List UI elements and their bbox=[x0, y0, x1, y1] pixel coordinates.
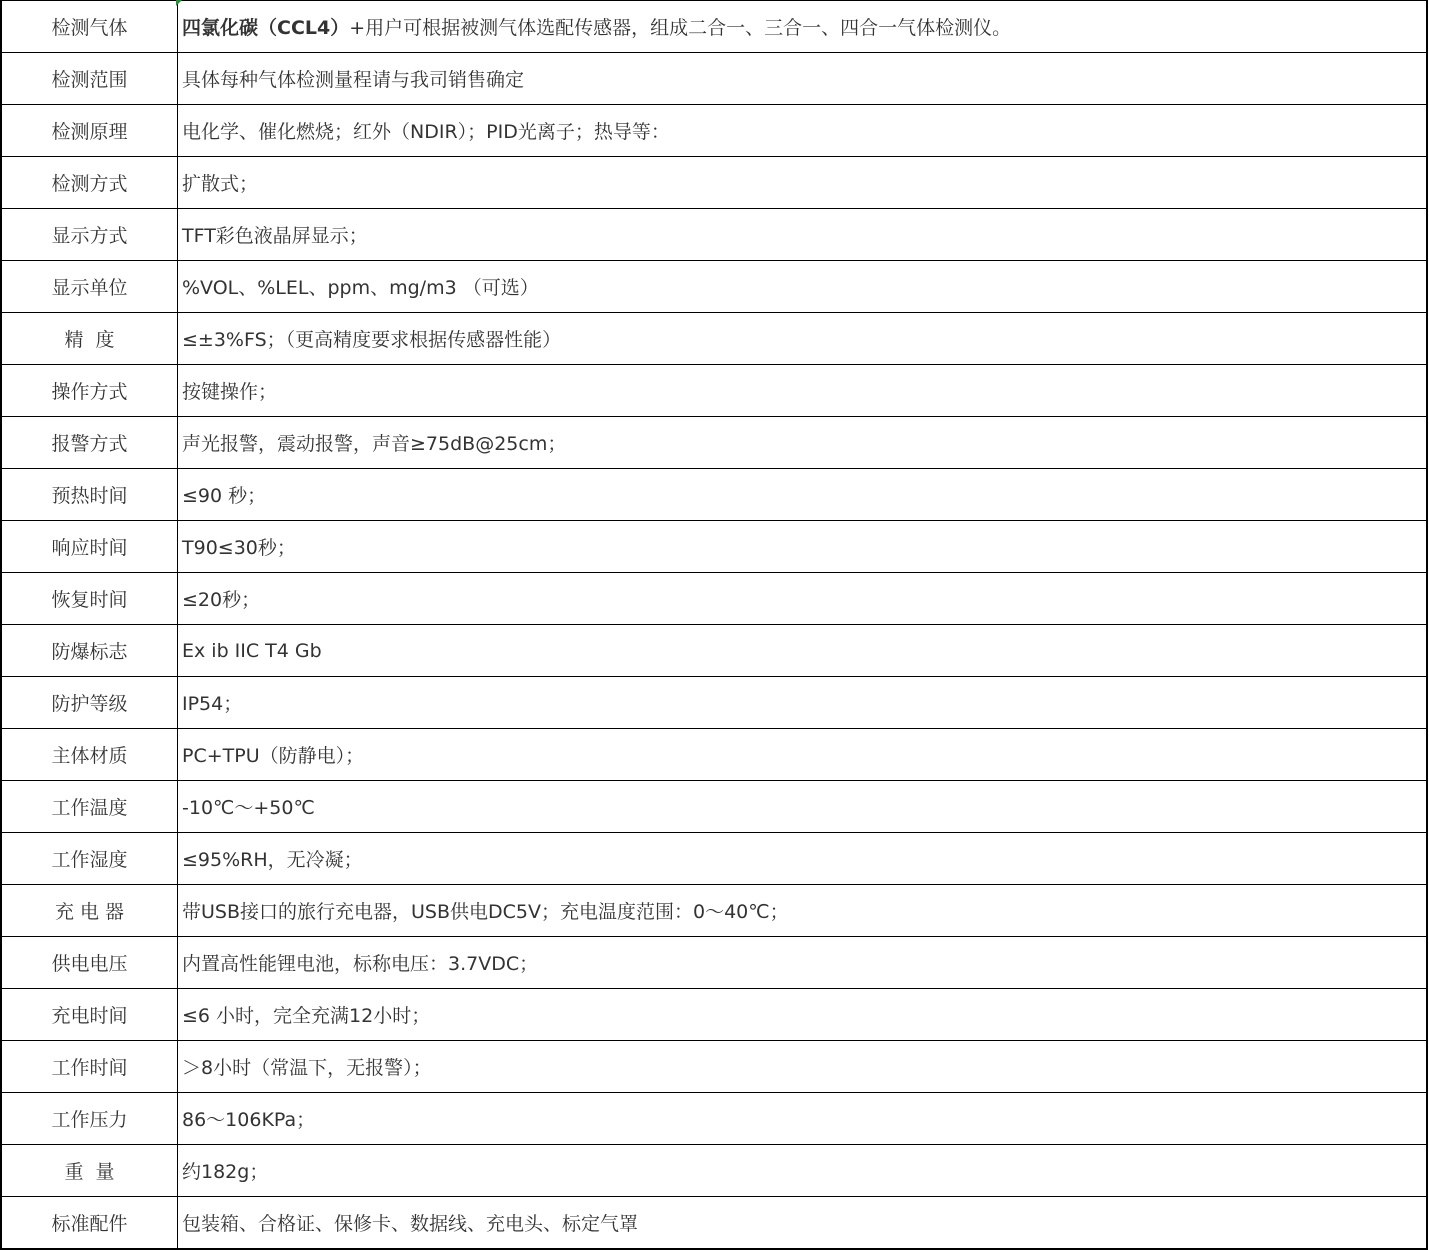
table-row bbox=[1, 1197, 1427, 1250]
gas-name: 四氯化碳（CCL4） bbox=[182, 17, 350, 39]
row-value: ≤95%RH，无冷凝； bbox=[178, 833, 1428, 885]
row-value: ≤90 秒； bbox=[178, 469, 1428, 521]
row-label: 工作温度 bbox=[1, 781, 178, 833]
row-value: 约182g； bbox=[178, 1145, 1428, 1197]
table-row bbox=[1, 157, 1427, 209]
row-value: 声光报警，震动报警，声音≥75dB@25cm； bbox=[178, 417, 1428, 469]
table-row bbox=[1, 105, 1427, 157]
table-row bbox=[1, 989, 1427, 1041]
table-row bbox=[1, 1093, 1427, 1145]
row-label: 检测方式 bbox=[1, 157, 178, 209]
row-label: 精 度 bbox=[1, 313, 178, 365]
row-value: TFT彩色液晶屏显示； bbox=[178, 209, 1428, 261]
row-value: 带USB接口的旅行充电器，USB供电DC5V；充电温度范围：0～40℃； bbox=[178, 885, 1428, 937]
row-value: ≤±3%FS；（更高精度要求根据传感器性能） bbox=[178, 313, 1428, 365]
cell-comment-marker bbox=[176, 0, 182, 6]
row-label: 响应时间 bbox=[1, 521, 178, 573]
row-value: -10℃～+50℃ bbox=[178, 781, 1428, 833]
row-label: 供电电压 bbox=[1, 937, 178, 989]
row-label: 充电时间 bbox=[1, 989, 178, 1041]
row-label: 显示方式 bbox=[1, 209, 178, 261]
table-row bbox=[1, 365, 1427, 417]
row-value: 86～106KPa； bbox=[178, 1093, 1428, 1145]
row-value: Ex ib IIC T4 Gb bbox=[178, 625, 1428, 677]
row-value: 电化学、催化燃烧；红外（NDIR）；PID光离子；热导等： bbox=[178, 105, 1428, 157]
row-label: 主体材质 bbox=[1, 729, 178, 781]
table-row bbox=[1, 1041, 1427, 1093]
row-label: 恢复时间 bbox=[1, 573, 178, 625]
row-value: IP54； bbox=[178, 677, 1428, 729]
row-label: 检测范围 bbox=[1, 53, 178, 105]
row-label: 重 量 bbox=[1, 1145, 178, 1197]
row-label: 检测气体 bbox=[1, 1, 178, 53]
row-label: 工作时间 bbox=[1, 1041, 178, 1093]
row-value: PC+TPU（防静电）； bbox=[178, 729, 1428, 781]
table-row bbox=[1, 729, 1427, 781]
table-row bbox=[1, 573, 1427, 625]
row-label: 充 电 器 bbox=[1, 885, 178, 937]
row-label: 标准配件 bbox=[1, 1197, 178, 1250]
row-value: ≤20秒； bbox=[178, 573, 1428, 625]
table-row bbox=[1, 937, 1427, 989]
table-row bbox=[1, 833, 1427, 885]
row-value: ≤6 小时，完全充满12小时； bbox=[178, 989, 1428, 1041]
row-label: 防爆标志 bbox=[1, 625, 178, 677]
table-row bbox=[1, 677, 1427, 729]
row-label: 操作方式 bbox=[1, 365, 178, 417]
table-row bbox=[1, 521, 1427, 573]
row-label: 检测原理 bbox=[1, 105, 178, 157]
row-value bbox=[178, 1, 1428, 53]
table-row bbox=[1, 1145, 1427, 1197]
row-label: 防护等级 bbox=[1, 677, 178, 729]
table-row bbox=[1, 209, 1427, 261]
row-value: 按键操作； bbox=[178, 365, 1428, 417]
row-label: 报警方式 bbox=[1, 417, 178, 469]
row-value: ＞8小时（常温下，无报警）； bbox=[178, 1041, 1428, 1093]
table-row bbox=[1, 53, 1427, 105]
table-row bbox=[1, 1, 1427, 53]
table-row bbox=[1, 625, 1427, 677]
row-value: 扩散式； bbox=[178, 157, 1428, 209]
row-value-text: +用户可根据被测气体选配传感器，组成二合一、三合一、四合一气体检测仪。 bbox=[349, 17, 1012, 39]
table-row bbox=[1, 781, 1427, 833]
table-row bbox=[1, 261, 1427, 313]
table-row bbox=[1, 469, 1427, 521]
row-label: 显示单位 bbox=[1, 261, 178, 313]
row-value: T90≤30秒； bbox=[178, 521, 1428, 573]
row-value: 具体每种气体检测量程请与我司销售确定 bbox=[178, 53, 1428, 105]
row-value: 内置高性能锂电池，标称电压：3.7VDC； bbox=[178, 937, 1428, 989]
row-label: 工作湿度 bbox=[1, 833, 178, 885]
row-value: 包装箱、合格证、保修卡、数据线、充电头、标定气罩 bbox=[178, 1197, 1428, 1250]
table-row bbox=[1, 417, 1427, 469]
table-row bbox=[1, 885, 1427, 937]
table-row bbox=[1, 313, 1427, 365]
row-value: %VOL、%LEL、ppm、mg/m3 （可选） bbox=[178, 261, 1428, 313]
row-label: 预热时间 bbox=[1, 469, 178, 521]
row-label: 工作压力 bbox=[1, 1093, 178, 1145]
